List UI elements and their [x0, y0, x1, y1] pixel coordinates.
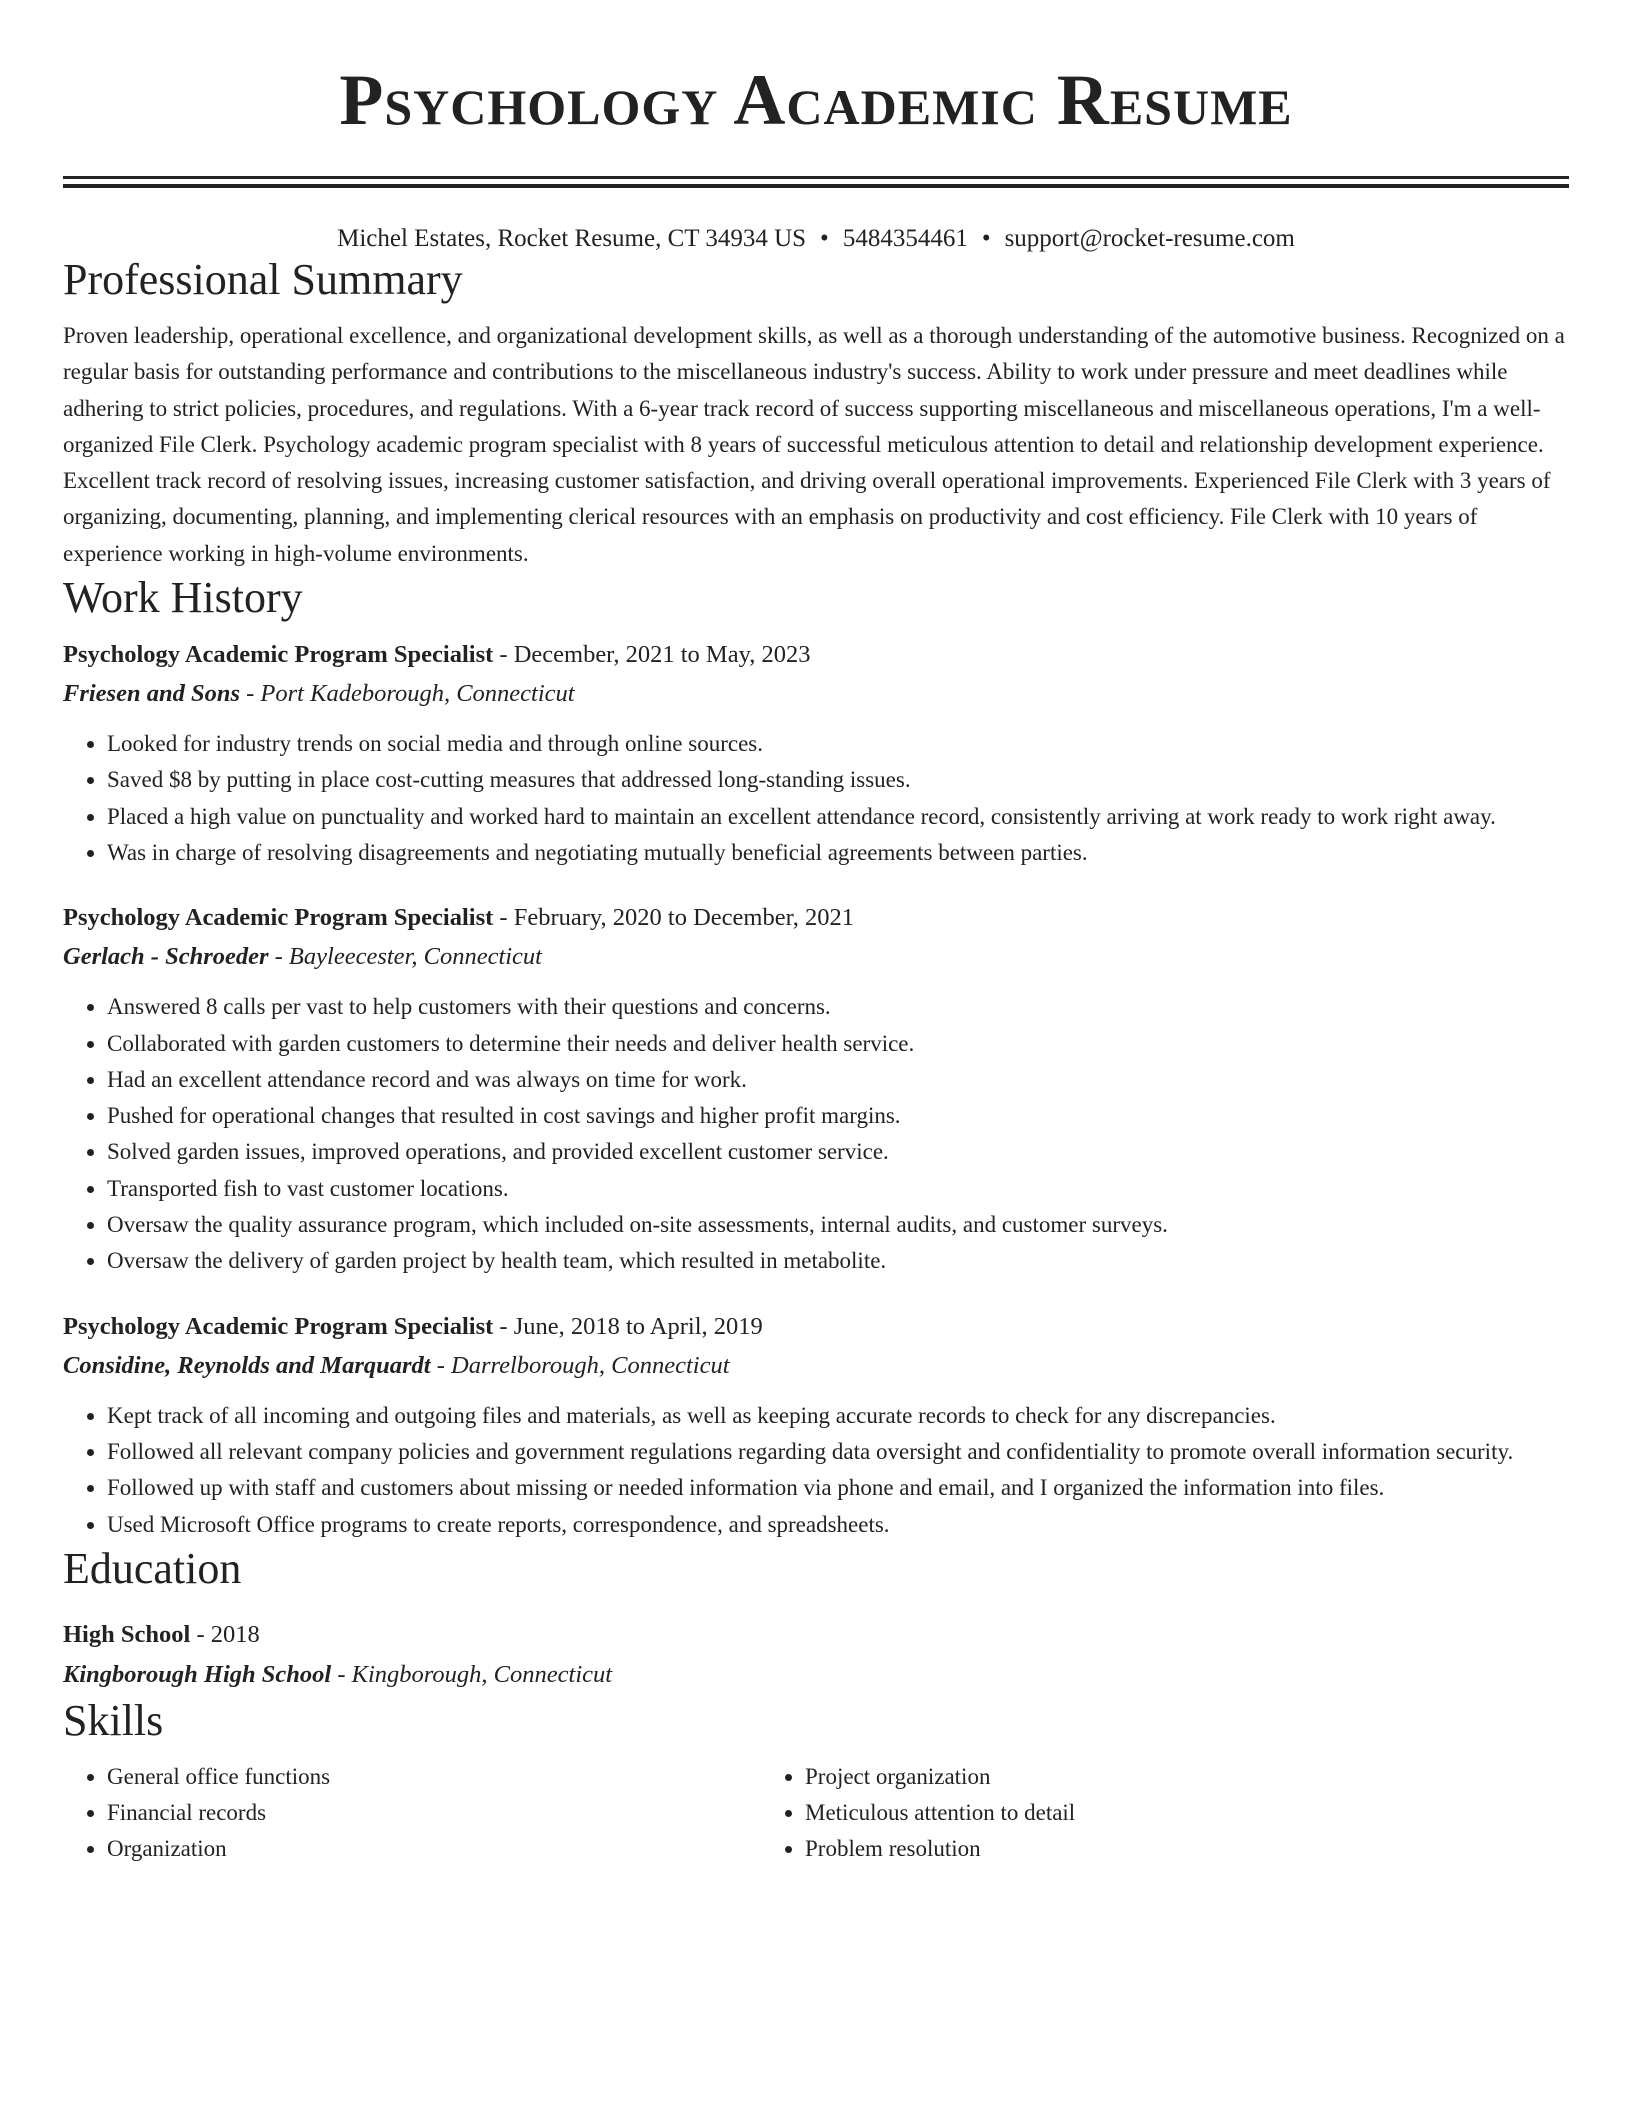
- job-title-line: [63, 1308, 1569, 1346]
- list-item: • Followed up with staff and customers about missing or needed information via phone and email, and I organized the information into files.: [107, 1470, 1569, 1506]
- education-school: Kingborough High School: [63, 1660, 332, 1688]
- education-school-line: [63, 1655, 1569, 1695]
- education-location: - Kingborough, Connecticut: [331, 1660, 613, 1688]
- summary-heading: Professional Summary: [63, 255, 463, 304]
- employer-location: - Port Kadeborough, Connecticut: [240, 680, 575, 708]
- job-dates: - December, 2021 to May, 2023: [493, 641, 811, 669]
- education-degree-line: [63, 1615, 1569, 1655]
- employer-name: Friesen and Sons: [63, 680, 241, 708]
- list-item: • Answered 8 calls per vast to help customers with their questions and concerns.: [107, 989, 1569, 1025]
- job-title-line: [63, 899, 1569, 937]
- education-degree: High School: [63, 1620, 191, 1648]
- title-divider: [63, 176, 1569, 188]
- contact-separator: •: [981, 225, 991, 252]
- list-item: • Saved $8 by putting in place cost-cutting measures that addressed long-standing issues.: [107, 762, 1569, 798]
- skill-item: • Meticulous attention to detail: [805, 1795, 1459, 1831]
- contact-address: Michel Estates, Rocket Resume, CT 34934 US: [337, 225, 807, 252]
- employer-location: - Bayleecester, Connecticut: [268, 943, 542, 971]
- employer-location: - Darrelborough, Connecticut: [430, 1351, 730, 1379]
- skills-column-right: [761, 1759, 1459, 1868]
- employer-name: Gerlach - Schroeder: [63, 943, 269, 971]
- contact-phone: 5484354461: [842, 225, 968, 252]
- skill-item: • Financial records: [107, 1795, 761, 1831]
- job-title: Psychology Academic Program Specialist: [63, 904, 494, 932]
- job-entry: [63, 1308, 1569, 1543]
- job-entry: [63, 899, 1569, 1279]
- job-bullets: [63, 989, 1569, 1279]
- skill-item: • Project organization: [805, 1759, 1459, 1795]
- list-item: • Looked for industry trends on social media and through online sources.: [107, 726, 1569, 762]
- page-title: Psychology Academic Resume: [339, 60, 1293, 140]
- job-title: Psychology Academic Program Specialist: [63, 1312, 494, 1340]
- job-title: Psychology Academic Program Specialist: [63, 641, 494, 669]
- education-year: - 2018: [190, 1620, 260, 1648]
- summary-text: Proven leadership, operational excellence, and organizational development skills, as well as a thorough understanding of the automotive business. Recognized on a regular basis for outstanding performance and contributions to the miscellaneous industry's success. Ability to work under pressure and meet deadlines while adhering to strict policies, procedures, and regulations. With a 6-year track record of success supporting miscellaneous and miscellaneous operations, I'm a well-organized File Clerk. Psychology academic program specialist with 8 years of successful meticulous attention to detail and relationship development experience. Excellent track record of resolving issues, increasing customer satisfaction, and driving overall operational improvements. Experienced File Clerk with 3 years of organizing, documenting, planning, and implementing clerical resources with an emphasis on productivity and cost efficiency. File Clerk with 10 years of experience working in high-volume environments.: [63, 323, 1565, 566]
- contact-line: [63, 224, 1569, 254]
- list-item: • Had an excellent attendance record and was always on time for work.: [107, 1062, 1569, 1098]
- list-item: • Solved garden issues, improved operations, and provided excellent customer service.: [107, 1134, 1569, 1170]
- list-item: • Oversaw the delivery of garden project by health team, which resulted in metabolite.: [107, 1243, 1569, 1279]
- job-title-line: [63, 636, 1569, 674]
- contact-email[interactable]: support@rocket-resume.com: [1004, 225, 1295, 252]
- job-bullets: [63, 726, 1569, 871]
- job-dates: - June, 2018 to April, 2019: [493, 1312, 763, 1340]
- skills-heading: Skills: [63, 1695, 164, 1745]
- employer-line: [63, 1346, 1569, 1386]
- job-dates: - February, 2020 to December, 2021: [493, 904, 855, 932]
- list-item: • Followed all relevant company policies and government regulations regarding data oversight and confidentiality to promote overall information security.: [107, 1434, 1569, 1470]
- list-item: • Was in charge of resolving disagreements and negotiating mutually beneficial agreements between parties.: [107, 835, 1569, 871]
- skills-list: [63, 1759, 1569, 1868]
- work-history-heading: Work History: [63, 573, 303, 623]
- list-item: • Kept track of all incoming and outgoing files and materials, as well as keeping accurate records to check for any discrepancies.: [107, 1398, 1569, 1434]
- list-item: • Used Microsoft Office programs to create reports, correspondence, and spreadsheets.: [107, 1507, 1569, 1543]
- employer-name: Considine, Reynolds and Marquardt: [63, 1351, 431, 1379]
- skill-item: • Organization: [107, 1831, 761, 1867]
- employer-line: [63, 674, 1569, 714]
- list-item: • Transported fish to vast customer locations.: [107, 1171, 1569, 1207]
- list-item: • Oversaw the quality assurance program, which included on-site assessments, internal audits, and customer surveys.: [107, 1207, 1569, 1243]
- list-item: • Placed a high value on punctuality and worked hard to maintain an excellent attendance record, consistently arriving at work ready to work right away.: [107, 799, 1569, 835]
- list-item: • Collaborated with garden customers to determine their needs and deliver health service.: [107, 1026, 1569, 1062]
- job-entry: [63, 636, 1569, 871]
- list-item: • Pushed for operational changes that resulted in cost savings and higher profit margins.: [107, 1098, 1569, 1134]
- skill-item: • Problem resolution: [805, 1831, 1459, 1867]
- contact-separator: •: [820, 225, 829, 252]
- education-heading: Education: [63, 1543, 242, 1593]
- skills-column-left: [63, 1759, 761, 1868]
- job-bullets: [63, 1398, 1569, 1543]
- skill-item: • General office functions: [107, 1759, 761, 1795]
- employer-line: [63, 937, 1569, 977]
